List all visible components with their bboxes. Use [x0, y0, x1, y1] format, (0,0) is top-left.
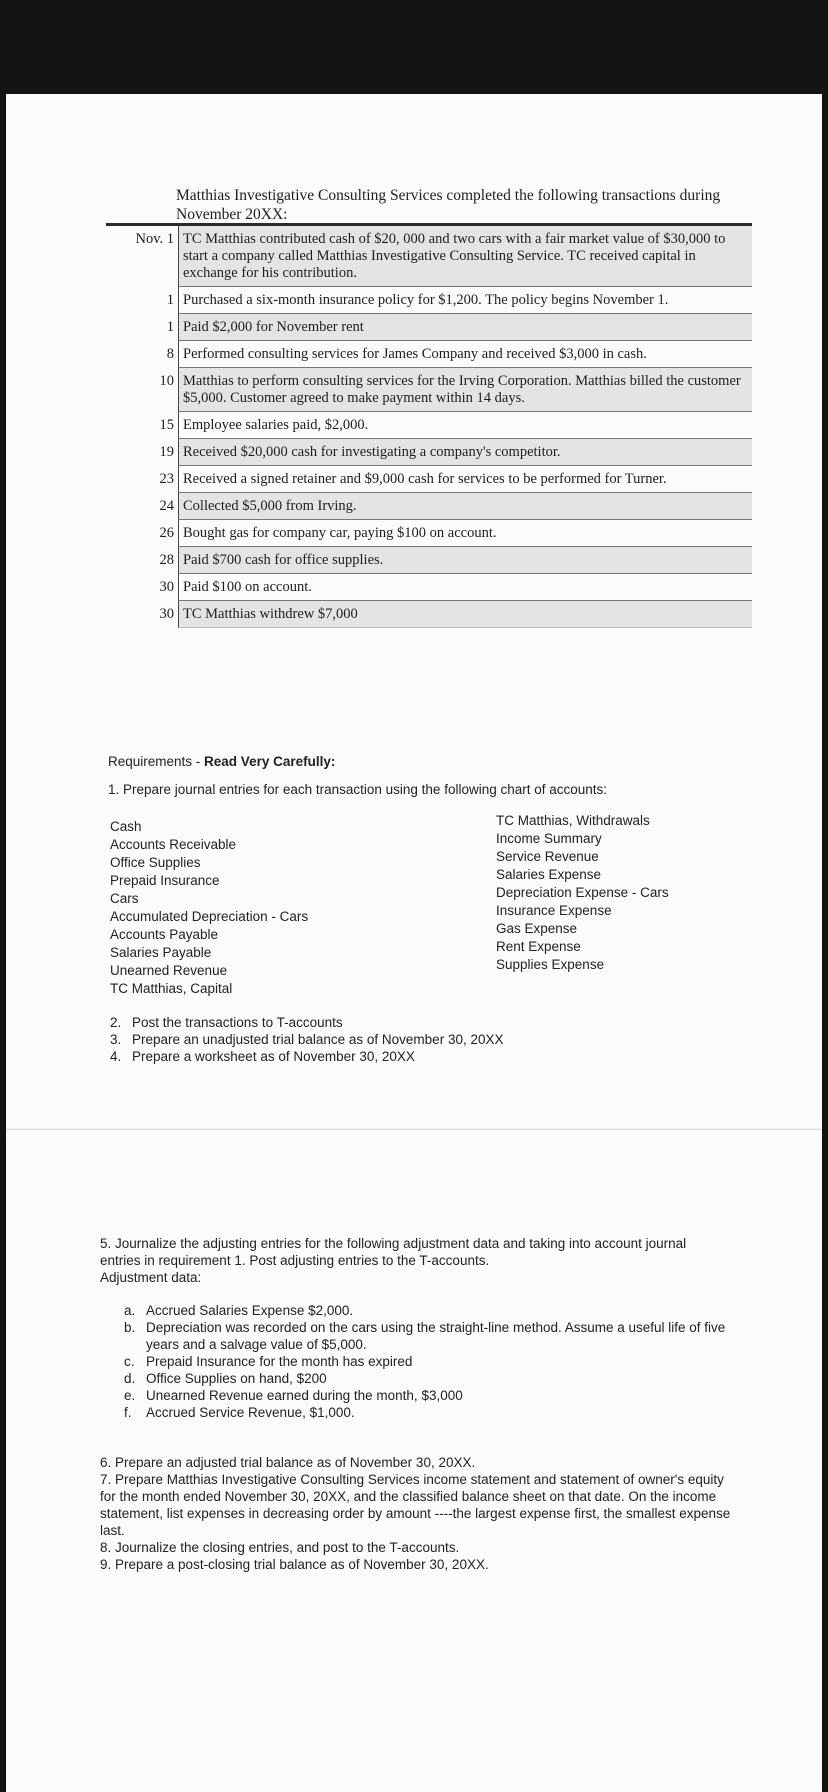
- transaction-row: [106, 368, 752, 412]
- adjustment-letter: e.: [124, 1388, 136, 1403]
- adjustment-item: [124, 1370, 734, 1387]
- account-name: Office Supplies: [110, 855, 201, 870]
- adjustment-item: [124, 1387, 734, 1404]
- adjustment-text: Unearned Revenue earned during the month, $3,000: [146, 1388, 463, 1403]
- adjustment-item: [124, 1302, 734, 1319]
- transaction-row: [106, 341, 752, 368]
- account-name: Salaries Payable: [110, 945, 212, 960]
- adjustment-text: Depreciation was recorded on the cars using the straight-line method. Assume a useful life of five years and a salvage value of $5,000.: [146, 1320, 726, 1352]
- transaction-description: Collected $5,000 from Irving.: [178, 493, 752, 520]
- transaction-row: [106, 412, 752, 439]
- step-number: 4.: [110, 1049, 122, 1064]
- adjustment-data-label: Adjustment data:: [100, 1270, 202, 1285]
- transaction-description: Received a signed retainer and $9,000 cash for services to be performed for Turner.: [178, 466, 752, 493]
- document-page-1: [6, 94, 822, 1146]
- account-name: Depreciation Expense - Cars: [496, 885, 669, 900]
- account-name: Cars: [110, 891, 139, 906]
- transaction-description: Purchased a six-month insurance policy for $1,200. The policy begins November 1.: [178, 287, 752, 314]
- adjustment-text: Prepaid Insurance for the month has expired: [146, 1354, 413, 1369]
- adjustment-text: Accrued Salaries Expense $2,000.: [146, 1303, 354, 1318]
- adjustment-item: [124, 1404, 734, 1421]
- requirement-5: [100, 1235, 740, 1286]
- account-name: Rent Expense: [496, 939, 581, 954]
- transaction-row: [106, 287, 752, 314]
- account-name: Salaries Expense: [496, 867, 602, 882]
- adjustment-text: Accrued Service Revenue, $1,000.: [146, 1405, 355, 1420]
- transaction-date: 28: [159, 552, 174, 568]
- requirement-9: 9. Prepare a post-closing trial balance as of November 30, 20XX.: [100, 1557, 489, 1572]
- step-text: Prepare a worksheet as of November 30, 20XX: [132, 1049, 415, 1064]
- adjustment-list: [124, 1302, 734, 1421]
- transaction-date: 19: [159, 444, 174, 460]
- transaction-row: [106, 314, 752, 341]
- transaction-date: 30: [159, 579, 174, 595]
- account-name: Accumulated Depreciation - Cars: [110, 909, 309, 924]
- transaction-description: Paid $700 cash for office supplies.: [178, 547, 752, 574]
- transaction-description: Paid $2,000 for November rent: [178, 314, 752, 341]
- transaction-row: [106, 493, 752, 520]
- transaction-row: [106, 547, 752, 574]
- requirement-step: [110, 1014, 503, 1031]
- requirement-step: [110, 1031, 503, 1048]
- account-name: Insurance Expense: [496, 903, 612, 918]
- account-name: Cash: [110, 819, 142, 834]
- step-text: Prepare an unadjusted trial balance as of November 30, 20XX: [132, 1032, 504, 1047]
- adjustment-letter: d.: [124, 1371, 136, 1386]
- requirement-8: 8. Journalize the closing entries, and post to the T-accounts.: [100, 1540, 460, 1555]
- transaction-date: 24: [159, 498, 174, 514]
- transaction-description: Employee salaries paid, $2,000.: [178, 412, 752, 439]
- transaction-date: 1: [166, 292, 174, 308]
- step-number: 2.: [110, 1015, 122, 1030]
- requirement-6: 6. Prepare an adjusted trial balance as of November 30, 20XX.: [100, 1455, 476, 1470]
- transaction-description: Performed consulting services for James Company and received $3,000 in cash.: [178, 341, 752, 368]
- account-name: Gas Expense: [496, 921, 578, 936]
- account-name: TC Matthias, Capital: [110, 981, 233, 996]
- adjustment-letter: a.: [124, 1303, 136, 1318]
- transaction-date: 23: [159, 471, 174, 487]
- step-number: 3.: [110, 1032, 122, 1047]
- transaction-date: 8: [166, 346, 174, 362]
- account-name: TC Matthias, Withdrawals: [496, 813, 650, 828]
- transaction-date: 26: [159, 525, 174, 541]
- account-name: Income Summary: [496, 831, 602, 846]
- account-name: Prepaid Insurance: [110, 873, 220, 888]
- requirement-1: 1. Prepare journal entries for each transaction using the following chart of accounts:: [108, 782, 608, 797]
- transaction-description: TC Matthias withdrew $7,000: [178, 601, 752, 628]
- transaction-row: [106, 226, 752, 287]
- step-text: Post the transactions to T-accounts: [132, 1015, 343, 1030]
- chart-of-accounts-left: [110, 818, 308, 998]
- requirement-5-line: entries in requirement 1. Post adjusting entries to the T-accounts.: [100, 1253, 490, 1268]
- requirements-6-to-9: [100, 1454, 740, 1573]
- transaction-date: 1: [166, 319, 174, 335]
- requirements-emphasis: Read Very Carefully:: [204, 754, 336, 769]
- intro-text: Matthias Investigative Consulting Services completed the following transactions during November 20XX:: [176, 187, 721, 223]
- requirements-2-to-4: [110, 1014, 503, 1065]
- transaction-date: Nov. 1: [135, 231, 174, 247]
- requirements-heading: [108, 754, 335, 769]
- adjustment-letter: b.: [124, 1320, 136, 1335]
- transaction-date: 15: [159, 417, 174, 433]
- transaction-description: Received $20,000 cash for investigating a company's competitor.: [178, 439, 752, 466]
- chart-of-accounts-right: [496, 812, 669, 974]
- document-page-2: [6, 1130, 822, 1792]
- transaction-row: [106, 601, 752, 628]
- transaction-description: Paid $100 on account.: [178, 574, 752, 601]
- adjustment-letter: c.: [124, 1354, 135, 1369]
- transactions-table: [106, 223, 752, 628]
- account-name: Accounts Receivable: [110, 837, 237, 852]
- requirements-label: Requirements -: [108, 754, 205, 769]
- account-name: Service Revenue: [496, 849, 599, 864]
- transaction-date: 10: [159, 373, 174, 389]
- adjustment-text: Office Supplies on hand, $200: [146, 1371, 327, 1386]
- account-name: Supplies Expense: [496, 957, 605, 972]
- adjustment-item: [124, 1353, 734, 1370]
- transaction-date: 30: [159, 606, 174, 622]
- transaction-row: [106, 439, 752, 466]
- transaction-description: Bought gas for company car, paying $100 on account.: [178, 520, 752, 547]
- transaction-description: TC Matthias contributed cash of $20, 000 and two cars with a fair market value of $30,000 to start a company called Matthias Investigative Consulting Service. TC received capital in exchange for his contribution.: [178, 226, 752, 287]
- transaction-description: Matthias to perform consulting services for the Irving Corporation. Matthias billed the customer $5,000. Customer agreed to make payment within 14 days.: [178, 368, 752, 412]
- transaction-row: [106, 520, 752, 547]
- account-name: Unearned Revenue: [110, 963, 228, 978]
- adjustment-letter: f.: [124, 1405, 132, 1420]
- requirement-5-line: 5. Journalize the adjusting entries for the following adjustment data and taking into account journal: [100, 1236, 687, 1251]
- transaction-row: [106, 574, 752, 601]
- adjustment-item: [124, 1319, 734, 1353]
- requirement-7: 7. Prepare Matthias Investigative Consulting Services income statement and statement of owner's equity for the month ended November 30, 20XX, and the classified balance sheet on that date. On the income statement, list expenses in decreasing order by amount ----the largest expense first, the smallest expense last.: [100, 1472, 731, 1538]
- transaction-row: [106, 466, 752, 493]
- account-name: Accounts Payable: [110, 927, 219, 942]
- requirement-step: [110, 1048, 503, 1065]
